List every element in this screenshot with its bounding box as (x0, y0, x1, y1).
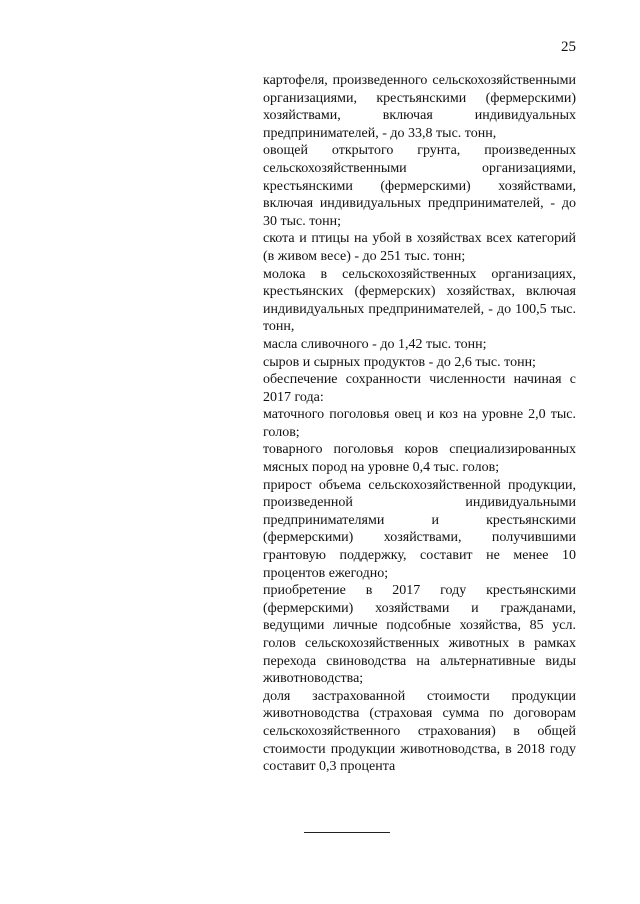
paragraph-cheese: сыров и сырных продуктов - до 2,6 тыс. тонн; (263, 354, 536, 370)
paragraph-beef-cattle: товарного поголовья коров специализированных мясных пород на уровне 0,4 тыс. голов; (263, 442, 576, 476)
paragraph-potatoes: картофеля, произведенного сельскохозяйственными организациями, крестьянскими (фермерскими) хозяйствами, включая индивидуальных предпринимателей, - до 33,8 тыс. тонн, (263, 73, 576, 141)
paragraph-butter: масла сливочного - до 1,42 тыс. тонн; (263, 336, 487, 352)
footer-rule (304, 832, 390, 833)
paragraph-livestock-slaughter: скота и птицы на убой в хозяйствах всех категорий (в живом весе) - до 251 тыс. тонн; (263, 231, 576, 264)
paragraph-sheep-goats: маточного поголовья овец и коз на уровне 2,0 тыс. голов; (263, 407, 576, 440)
paragraph-insurance-share: доля застрахованной стоимости продукции животноводства (страховая сумма по договорам сельскохозяйственного страхования) в общей стоимости продукции животноводства, в 2018 году составит 0,3 процента (263, 688, 576, 775)
paragraph-production-growth: прирост объема сельскохозяйственной продукции, произведенной индивидуальными предпринимателями и крестьянскими (фермерскими) хозяйствами, получившими грантовую поддержку, составит не менее 10 процентов ежегодно; (263, 477, 576, 581)
paragraph-animal-purchase: приобретение в 2017 году крестьянскими (фермерскими) хозяйствами и гражданами, ведущими личные подсобные хозяйства, 85 усл. голов сельскохозяйственных животных в рамках перехода свиноводства на альтернативные виды животноводства; (263, 583, 576, 687)
paragraph-vegetables: овощей открытого грунта, произведенных сельскохозяйственными организациями, крестьянскими (фермерскими) хозяйствами, включая индивидуальных предпринимателей, - до 30 тыс. тонн; (263, 143, 576, 229)
document-body (263, 72, 576, 776)
page-number: 25 (561, 39, 576, 55)
paragraph-herd-preservation: обеспечение сохранности численности начиная с 2017 года: (263, 372, 576, 405)
paragraph-milk: молока в сельскохозяйственных организациях, крестьянских (фермерских) хозяйствах, включая индивидуальных предпринимателей, - до 100,5 тыс. тонн, (263, 266, 576, 335)
